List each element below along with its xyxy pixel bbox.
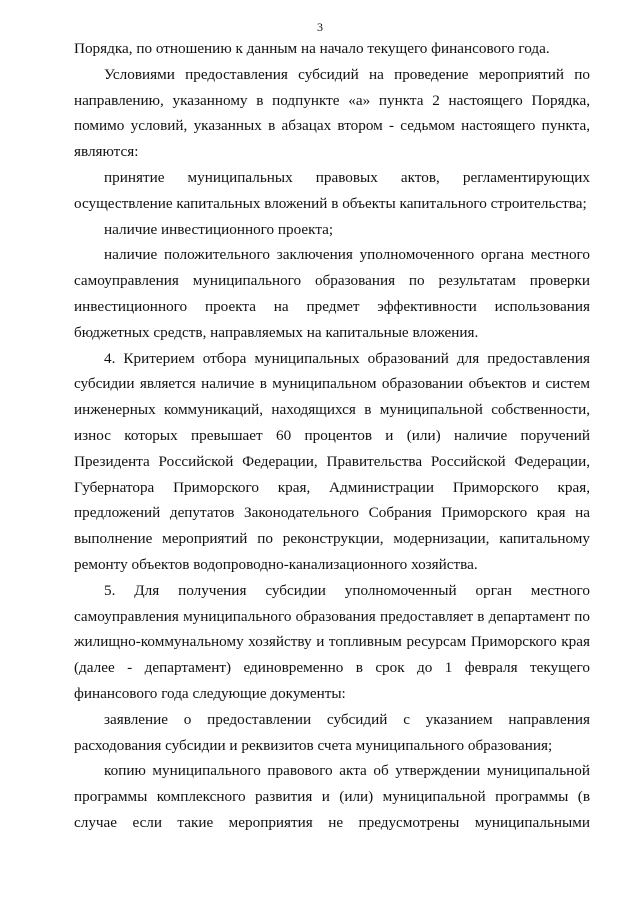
paragraph-condition-positive-conclusion: наличие положительного заключения уполномоченного органа местного самоуправления муниципального образования по результатам проверки инвестиционного проекта на предмет эффективности использования бюджетных средств, направляемых на капитальные вложения. [74,246,590,341]
paragraph-program-copy: копию муниципального правового акта об утверждении муниципальной программы комплексного развития и (или) муниципальной программы (в случае если такие мероприятия не предусмотрены муниципальными [74,762,590,831]
paragraph-condition-investment-project: наличие инвестиционного проекта; [104,220,334,238]
paragraph-condition-legal-acts: принятие муниципальных правовых актов, регламентирующих осуществление капитальных вложений в объекты капитального строительства; [74,168,590,212]
paragraph-item-5-documents: 5. Для получения субсидии уполномоченный орган местного самоуправления муниципального образования предоставляет в департамент по жилищно-коммунальному хозяйству и топливным ресурсам Приморского края (далее - департамент) единовременно в срок до 1 февраля текущего финансового года следующие документы: [74,581,590,702]
paragraph-application: заявление о предоставлении субсидий с указанием направления расходования субсидии и реквизитов счета муниципального образования; [74,710,590,754]
page-number: 3 [317,20,323,34]
paragraph-item-4-criterion: 4. Критерием отбора муниципальных образований для предоставления субсидии является наличие в муниципальном образовании объектов и систем инженерных коммуникаций, находящихся в муниципальной собственности, износ которых превышает 60 процентов и (или) наличие поручений Президента Российской Федерации, Правительства Российской Федерации, Губернатора Приморского края, Администрации Приморского края, предложений депутатов Законодательного Собрания Приморского края на выполнение мероприятий по реконструкции, модернизации, капитальному ремонту объектов водопроводно-канализационного хозяйства. [74,349,590,573]
paragraph-continuation: Порядка, по отношению к данным на начало текущего финансового года. [74,40,550,57]
paragraph-conditions-intro: Условиями предоставления субсидий на проведение мероприятий по направлению, указанному в подпункте «а» пункта 2 настоящего Порядка, помимо условий, указанных в абзацах втором - седьмом настоящего пункта, являются: [74,65,590,161]
document-body [74,36,590,836]
